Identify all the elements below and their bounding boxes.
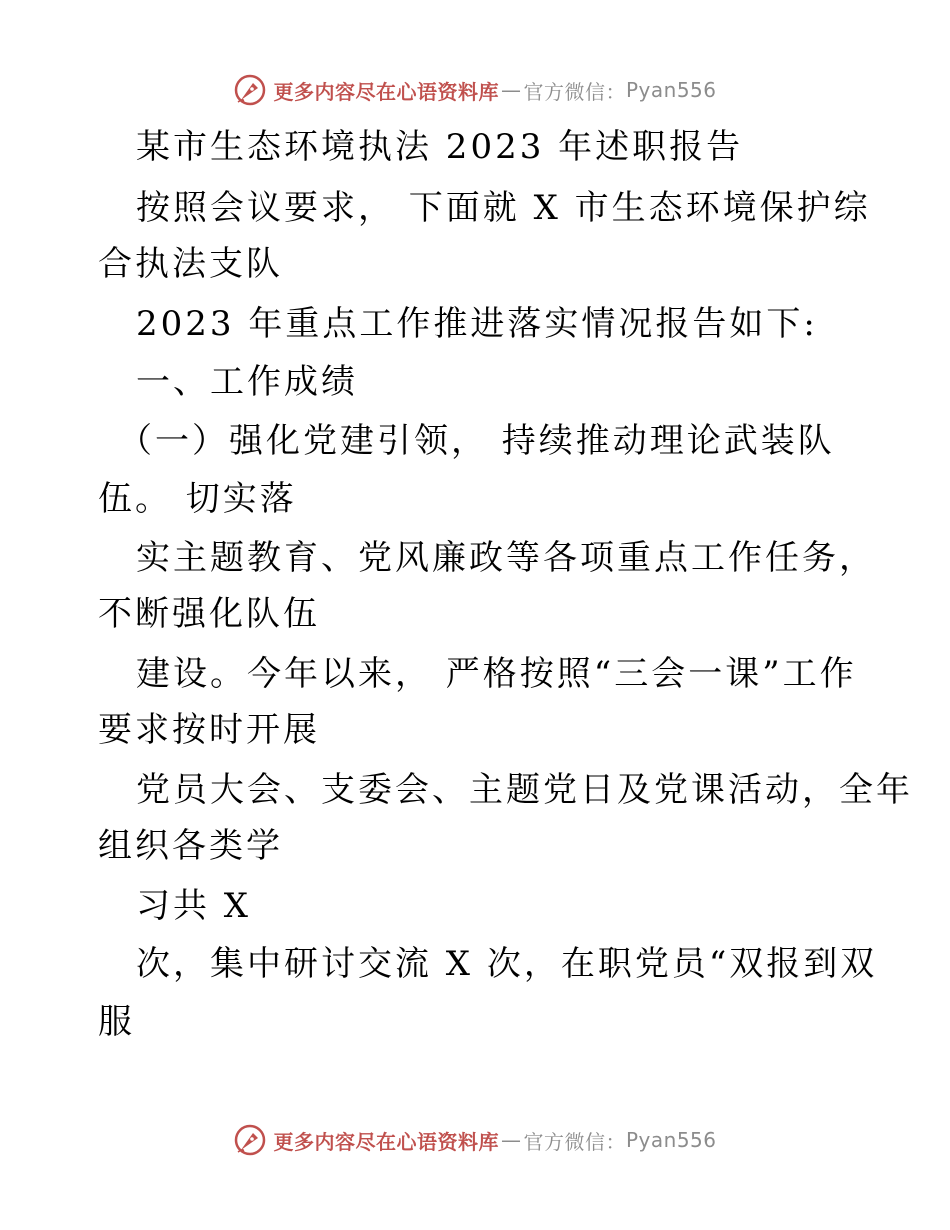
watermark-contact-value: Pyan556 — [625, 78, 717, 102]
watermark-separator: — — [500, 1128, 522, 1152]
watermark-contact-label: 官方微信： — [523, 1129, 626, 1154]
paragraph-line: 组织各类学 — [98, 826, 283, 866]
paragraph-line: 次，集中研讨交流 X 次，在职党员“双报到双 — [136, 944, 878, 984]
paragraph-line: 按照会议要求， 下面就 X 市生态环境保护综 — [136, 188, 871, 228]
paragraph-line: 服 — [98, 1002, 135, 1042]
section-heading: 一、工作成绩 — [136, 362, 358, 402]
watermark-main-text: 更多内容尽在心语资料库 — [273, 1129, 499, 1154]
paragraph-line: 要求按时开展 — [98, 710, 320, 750]
pen-nib-circle-icon — [233, 1123, 267, 1157]
paragraph-line: 2023 年重点工作推进落实情况报告如下: — [136, 304, 818, 344]
watermark-contact-label: 官方微信： — [523, 79, 626, 104]
watermark-separator: — — [500, 78, 522, 102]
watermark-main-text: 更多内容尽在心语资料库 — [273, 79, 499, 104]
watermark-contact-value: Pyan556 — [625, 1128, 717, 1152]
footer-watermark — [0, 1120, 950, 1160]
paragraph-line: 党员大会、支委会、主题党日及党课活动，全年 — [136, 770, 913, 810]
paragraph-line: 合执法支队 — [98, 244, 283, 284]
paragraph-line: 不断强化队伍 — [98, 594, 320, 634]
paragraph-line: 建设。今年以来， 严格按照“三会一课”工作 — [136, 654, 857, 694]
paragraph-line: 伍。 切实落 — [98, 479, 297, 519]
paragraph-line: 习共 X — [136, 886, 252, 926]
document-title: 某市生态环境执法 2023 年述职报告 — [136, 127, 744, 167]
subsection-heading: （一）强化党建引领， 持续推动理论武装队 — [118, 421, 835, 461]
paragraph-line: 实主题教育、党风廉政等各项重点工作任务， — [136, 538, 876, 578]
